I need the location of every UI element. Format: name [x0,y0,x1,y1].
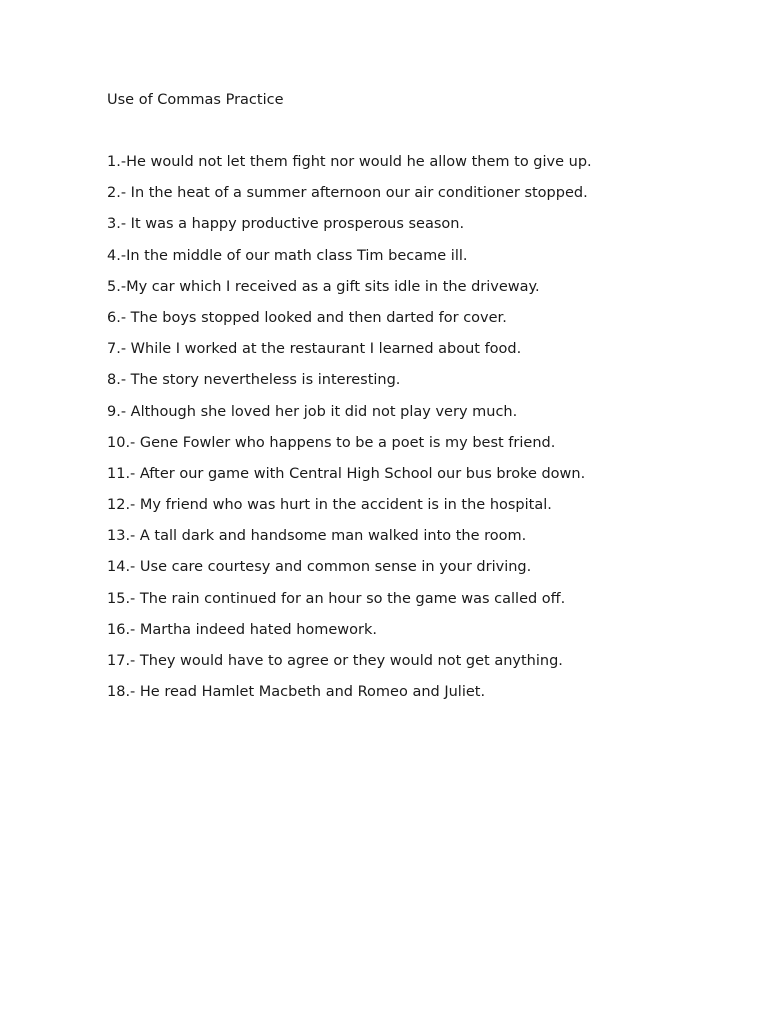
list-item: 6.- The boys stopped looked and then darted for cover. [107,309,507,326]
list-item: 12.- My friend who was hurt in the accident is in the hospital. [107,497,552,514]
list-item: 14.- Use care courtesy and common sense in your driving. [107,559,532,576]
list-item: 11.- After our game with Central High School our bus broke down. [107,465,586,482]
list-item: 13.- A tall dark and handsome man walked into the room. [107,528,527,545]
list-item: 8.- The story nevertheless is interesting. [107,372,401,389]
list-item: 1.-He would not let them fight nor would he allow them to give up. [107,154,592,170]
list-item: 9.- Although she loved her job it did not play very much. [107,403,518,420]
list-item: 16.- Martha indeed hated homework. [107,621,378,638]
page-title: Use of Commas Practice [107,92,284,108]
list-item: 17.- They would have to agree or they would not get anything. [107,653,563,669]
exercise-list [107,153,592,714]
list-item: 18.- He read Hamlet Macbeth and Romeo and Juliet. [107,684,486,701]
list-item: 10.- Gene Fowler who happens to be a poet is my best friend. [107,434,556,451]
list-item: 4.-In the middle of our math class Tim became ill. [107,247,468,264]
list-item: 15.- The rain continued for an hour so the game was called off. [107,590,566,607]
list-item: 3.- It was a happy productive prosperous season. [107,216,465,233]
list-item: 2.- In the heat of a summer afternoon our air conditioner stopped. [107,185,588,202]
list-item: 5.-My car which I received as a gift sits idle in the driveway. [107,278,540,295]
list-item: 7.- While I worked at the restaurant I learned about food. [107,341,522,358]
